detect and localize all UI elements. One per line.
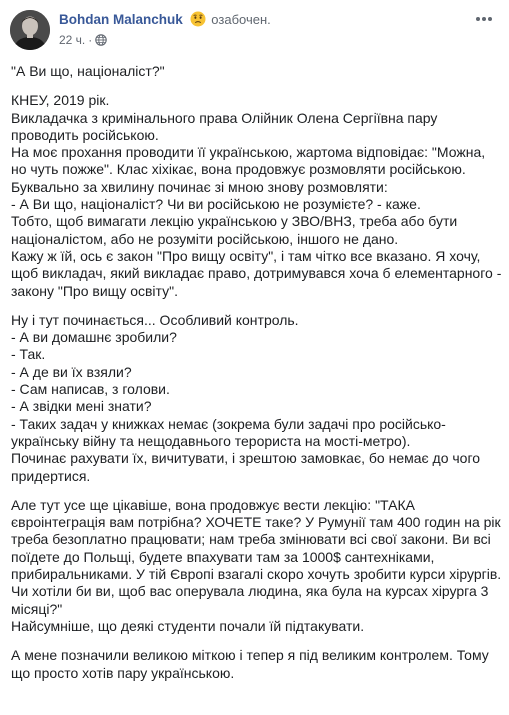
post-timestamp[interactable]: 22 ч. — [59, 33, 86, 47]
text-line: КНЕУ, 2019 рік. — [11, 92, 110, 109]
text-line: Кажу ж їй, ось є закон "Про вищу освіту", і там чітко все вказано. Я хочу, щоб викладач, який викладає право, дотримувався хоча б елементарного - закону "Про вищу освіту". — [11, 247, 502, 299]
paragraph-dialogue — [11, 312, 503, 485]
post-header — [10, 10, 499, 52]
author-avatar[interactable] — [10, 10, 50, 50]
text-line: - А звідки мені знати? — [11, 398, 152, 415]
author-line — [59, 11, 271, 32]
text-line: - А де ви їх взяли? — [11, 363, 132, 380]
text-line: Але тут усе ще цікавіше, вона продовжує вести лекцію: "ТАКА євроінтеграція вам потрібна? ХОЧЕТЕ таке? У Румунії там 400 годин на рік треба безоплатно працювати; нам треба змінювати всі свої закони. Ви всі поїдете до Польщі, будете впахувати там за 1000$ сантехніками, прибиральниками. У тій Європі взагалі скоро хочуть зробити курси хірургів. Чи хотіли би ви, щоб вас оперувала людина, яка була на курсах хірурга 3 місяці?" — [11, 496, 502, 617]
text-line: - Так. — [11, 346, 46, 363]
text-line: Найсумніше, що деякі студенти почали їй підтакувати. — [11, 617, 365, 634]
text-line: Починає рахувати їх, вичитувати, і зрештою замовкає, бо немає до чого придертися. — [11, 450, 481, 484]
paragraph-story — [11, 92, 503, 300]
feeling-text: озабочен. — [211, 12, 271, 27]
text-line: Викладачка з кримінального права Олійник Олена Сергіївна пару проводить російською. — [11, 109, 438, 143]
paragraph-title — [11, 63, 503, 80]
author-name-link[interactable]: Bohdan Malanchuk — [59, 12, 183, 27]
text-line: "А Ви що, націоналіст?" — [11, 63, 165, 79]
text-line: На моє прохання проводити її українською, жартома відповідає: "Можна, но чуть пожже". Клас хіхікає, вона продовжує розмовляти російською. — [11, 144, 486, 178]
text-line: - Таких задач у книжках немає (зокрема були задачі про російсько-українську війну та нещодавнього терориста на мості-метро). — [11, 415, 446, 449]
post-body — [11, 63, 503, 694]
text-line: - А Ви що, націоналіст? Чи ви російською не розумієте? - каже. — [11, 196, 421, 213]
globe-icon[interactable] — [95, 34, 107, 50]
meta-separator: · — [88, 33, 93, 47]
text-line: Ну і тут починається... Особливий контроль. — [11, 311, 299, 328]
worried-face-emoji-icon — [190, 11, 206, 32]
text-line: Тобто, щоб вимагати лекцію українською у ЗВО/ВНЗ, треба або бути націоналістом, або не розуміти російською, іншого не дано. — [11, 213, 458, 247]
text-line: А мене позначили великою міткою і тепер я під великим контролем. Тому що просто хотів пару українською. — [11, 647, 489, 681]
paragraph-conclusion — [11, 647, 503, 682]
text-line: - Сам написав, з голови. — [11, 381, 170, 398]
text-line: Буквально за хвилину починає зі мною знову розмовляти: — [11, 178, 388, 195]
more-options-icon[interactable] — [473, 10, 495, 28]
post-meta — [59, 32, 107, 50]
paragraph-lecture — [11, 497, 503, 635]
text-line: - А ви домашнє зробили? — [11, 329, 177, 346]
